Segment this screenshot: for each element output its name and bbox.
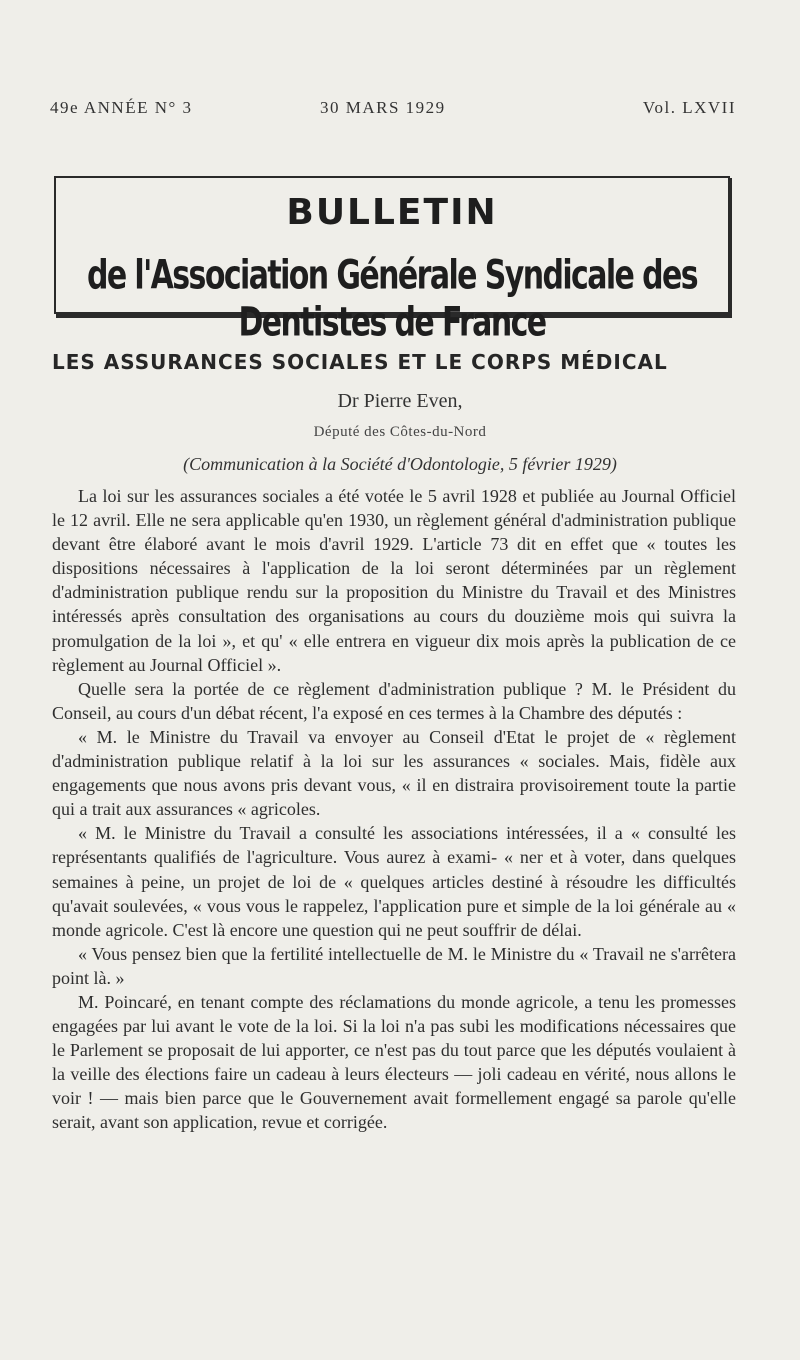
quoted-paragraph: « Vous pensez bien que la fertilité intellectuelle de M. le Ministre du « Travail ne s'arrêtera point là. » [52, 943, 736, 988]
running-head [50, 98, 736, 128]
communication-note: (Communication à la Société d'Odontologie, 5 février 1929) [183, 454, 617, 474]
article-title: LES ASSURANCES SOCIALES ET LE CORPS MÉDICAL [52, 350, 668, 374]
article-body [52, 484, 736, 1135]
masthead-title: BULLETIN [286, 192, 498, 233]
quoted-paragraph: « M. le Ministre du Travail va envoyer au Conseil d'Etat le projet de « règlement d'administration publique relatif à la loi sur les assurances « sociales. Mais, fidèle aux engagements que nous avons pris devant vous, « il en distraira provisoirement toute la partie qui a trait aux assurances « agricoles. [52, 726, 736, 820]
author-role: Député des Côtes-du-Nord [313, 424, 487, 440]
paragraph: La loi sur les assurances sociales a été votée le 5 avril 1928 et publiée au Journal Officiel le 12 avril. Elle ne sera applicable qu'en 1930, un règlement général d'administration publique devant être élaboré avant le mois d'avril 1929. L'article 73 dit en effet que « toutes les dispositions nécessaires à l'application de la loi seront déterminées par un règlement d'administration publique rendu sur la proposition du Ministre du Travail et des Ministres intéressés après consultation des organisations au cours du douzième mois qui suivra la promulgation de la loi », et qu' « elle entrera en vigueur dix mois après la publication de ce règlement au Journal Officiel ». [52, 486, 736, 675]
masthead-subtitle: de l'Association Générale Syndicale des Dentistes de France [86, 252, 698, 347]
masthead [54, 176, 730, 347]
paragraph: Quelle sera la portée de ce règlement d'administration publique ? M. le Président du Conseil, au cours d'un débat récent, l'a exposé en ces termes à la Chambre des députés : [52, 678, 736, 723]
issue-number: 49e ANNÉE N° 3 [50, 98, 193, 117]
paragraph: M. Poincaré, en tenant compte des réclamations du monde agricole, a tenu les promesses engagées par lui avant le vote de la loi. Si la loi n'a pas subi les modifications nécessaires que le Parlement se proposait de lui apporter, ce n'est pas du tout parce que les députés voulaient à la veille des élections faire un cadeau à leurs électeurs — joli cadeau en vérité, nous allons le voir ! — mais bien parce que le Gouvernement avait formellement engagé sa parole qu'elle serait, avant son application, revue et corrigée. [52, 991, 736, 1133]
issue-date: 30 MARS 1929 [320, 98, 446, 117]
article-author: Dr Pierre Even, [337, 390, 463, 412]
volume-number: Vol. LXVII [642, 98, 736, 117]
quoted-paragraph: « M. le Ministre du Travail a consulté les associations intéressées, il a « consulté les représentants qualifiés de l'agriculture. Vous aurez à exami- « ner et à voter, dans quelques semaines à peine, un projet de loi de « quelques articles destiné à résoudre les difficultés qu'avait soulevées, « vous vous le rappelez, l'application pure et simple de la loi générale au « monde agricole. C'est là encore une question qui ne peut souffrir de délai. [52, 823, 736, 940]
